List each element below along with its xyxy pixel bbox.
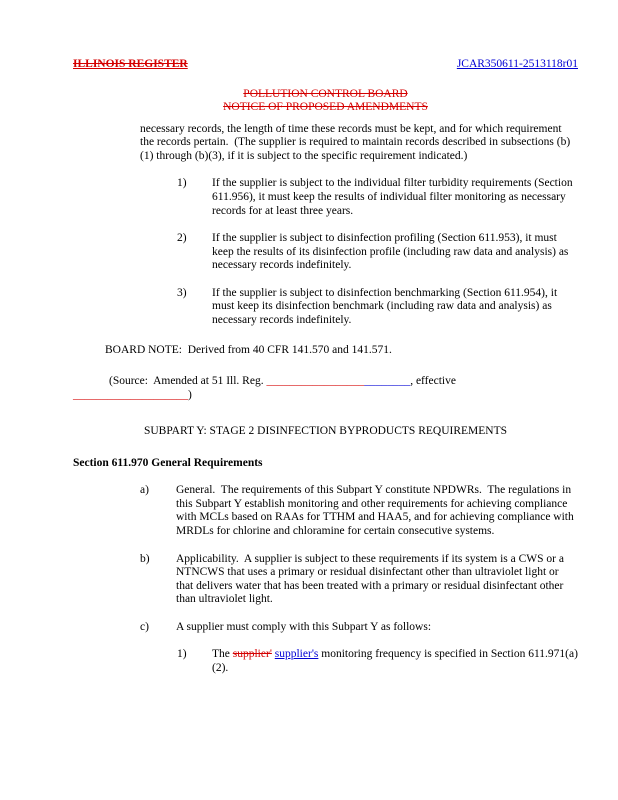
- board-title: POLLUTION CONTROL BOARD: [243, 87, 408, 100]
- item-number: 1): [177, 648, 187, 661]
- text-before-change: The: [212, 648, 233, 661]
- lettered-item: [73, 553, 578, 607]
- source-paragraph: [73, 375, 578, 402]
- item-text: If the supplier is subject to disinfection profiling (Section 611.953), it must keep the results of its disinfection profile (including raw data and analysis) as necessary records indefinitely.: [212, 232, 572, 272]
- item-text: Applicability. A supplier is subject to these requirements if its system is a CWS or a NTNCWS that uses a primary or residual disinfectant other than ultraviolet light or that delivers water that has been treated with a primary or residual disinfectant other than ultraviolet light.: [176, 552, 567, 606]
- item-number: 3): [177, 286, 187, 299]
- lettered-item: [73, 621, 578, 635]
- illinois-register-title: ILLINOIS REGISTER: [73, 58, 188, 70]
- source-prefix: (Source: Amended at 51 Ill. Reg.: [109, 375, 267, 387]
- numbered-item: [73, 177, 578, 218]
- section-heading: Section 611.970 General Requirements: [73, 456, 263, 469]
- notice-title: NOTICE OF PROPOSED AMENDMENTS: [223, 101, 428, 114]
- item-text: If the supplier is subject to disinfection benchmarking (Section 611.954), it must keep its disinfection benchmark (including raw data and analysis) as necessary records indefinitely.: [212, 286, 561, 326]
- lettered-item: [73, 484, 578, 538]
- source-line-2: [73, 389, 578, 403]
- item-text: If the supplier is subject to the individual filter turbidity requirements (Section 611.956), it must keep the results of individual filter monitoring as necessary records for at least three years.: [212, 177, 576, 217]
- item-number: 2): [177, 232, 187, 245]
- sub-item-c1: [73, 648, 578, 675]
- source-blank-red-1: _________________: [266, 375, 365, 387]
- source-effective-label: , effective: [410, 375, 456, 387]
- item-letter: b): [140, 552, 150, 565]
- board-note: BOARD NOTE: Derived from 40 CFR 141.570 and 141.571.: [105, 344, 392, 357]
- item-number: 1): [177, 177, 187, 190]
- intro-paragraph: necessary records, the length of time these records must be kept, and for which requirement the records pertain. (The supplier is required to maintain records described in subsections (b)(1) through (b)(3), if it is subject to the specific requirement indicated.): [140, 122, 571, 162]
- item-letter: a): [140, 484, 149, 497]
- source-close-paren: ): [188, 388, 192, 401]
- item-text: [212, 648, 578, 675]
- subpart-heading: SUBPART Y: STAGE 2 DISINFECTION BYPRODUCTS REQUIREMENTS: [143, 425, 508, 438]
- item-letter: c): [140, 620, 149, 633]
- source-blank-blue: ________: [364, 375, 411, 387]
- item-text: General. The requirements of this Subpart Y constitute NPDWRs. The regulations in this Subpart Y establish monitoring and other requirements for achieving compliance with MCLs based on RAAs for TTHM and HAA5, and for achieving compliance with MRDLs for chlorine and chloramine for certain consecutive systems.: [176, 484, 577, 537]
- numbered-item: [73, 232, 578, 273]
- page-header: [73, 58, 578, 72]
- deleted-text: supplier': [232, 648, 272, 661]
- numbered-item: [73, 287, 578, 328]
- text-after-change: monitoring frequency is specified in Section 611.971(a)(2).: [212, 648, 578, 674]
- source-blank-red-2: ____________________: [73, 388, 188, 401]
- jcar-number-link[interactable]: JCAR350611-2513118r01: [456, 58, 578, 70]
- source-line-1: [109, 375, 578, 389]
- inserted-text: supplier's: [274, 648, 319, 661]
- item-text: A supplier must comply with this Subpart Y as follows:: [176, 620, 432, 633]
